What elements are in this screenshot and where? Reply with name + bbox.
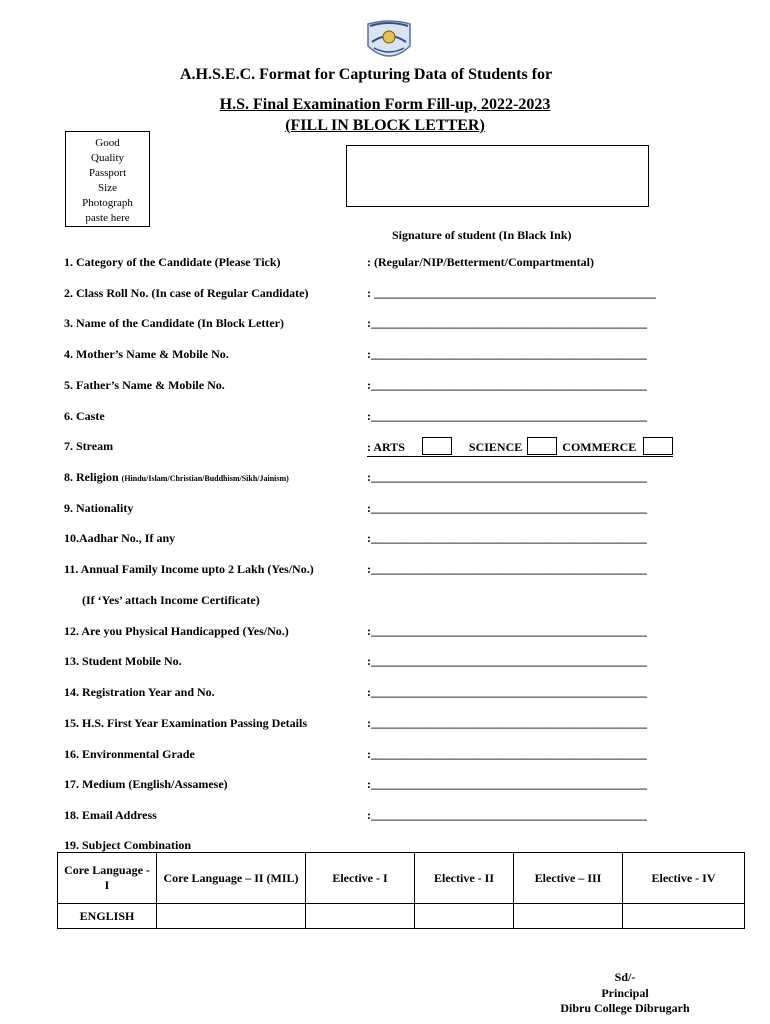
field-label: 1. Category of the Candidate (Please Tick) — [64, 255, 281, 269]
field-row-class-roll — [64, 286, 724, 304]
signature-label: Signature of student (In Black Ink) — [392, 228, 572, 242]
field-row-mobile — [64, 654, 724, 672]
table-header-cell: Elective – III — [514, 853, 623, 904]
field-label: 6. Caste — [64, 409, 105, 423]
photo-box[interactable] — [65, 131, 150, 227]
field-value[interactable]: : (Regular/NIP/Betterment/Compartmental) — [367, 255, 594, 269]
field-row-email — [64, 808, 724, 826]
stream-science-checkbox[interactable] — [527, 437, 557, 455]
footer-role: Principal — [601, 986, 649, 1000]
stream-commerce-checkbox[interactable] — [643, 437, 673, 455]
field-label: 3. Name of the Candidate (In Block Letter) — [64, 316, 284, 330]
field-value[interactable]: :______________________________________________ — [367, 470, 647, 484]
field-row-environmental — [64, 747, 724, 765]
field-row-income-note — [82, 593, 742, 611]
field-value[interactable]: :______________________________________________ — [367, 316, 647, 330]
field-label: 18. Email Address — [64, 808, 157, 822]
field-label: 12. Are you Physical Handicapped (Yes/No.) — [64, 624, 289, 638]
table-header-cell: Core Language - I — [58, 853, 157, 904]
table-header-cell: Elective - II — [415, 853, 514, 904]
form-title-line2: H.S. Final Examination Form Fill-up, 2022-2023 — [219, 96, 551, 113]
field-label: 5. Father’s Name & Mobile No. — [64, 378, 225, 392]
field-label: 10.Aadhar No., If any — [64, 531, 176, 545]
field-row-caste — [64, 409, 724, 427]
form-title-line3: (FILL IN BLOCK LETTER) — [285, 117, 485, 134]
stream-arts-label: : ARTS — [367, 440, 405, 454]
field-value[interactable]: :______________________________________________ — [367, 347, 647, 361]
field-row-nationality — [64, 501, 724, 519]
field-row-handicapped — [64, 624, 724, 642]
photo-box-line: Passport — [88, 167, 127, 179]
field-row-medium — [64, 777, 724, 795]
field-label: 16. Environmental Grade — [64, 747, 195, 761]
field-row-category — [64, 255, 724, 273]
field-value[interactable]: :______________________________________________ — [367, 716, 647, 730]
table-header-cell: Elective - IV — [623, 853, 745, 904]
photo-box-line: Size — [98, 182, 117, 194]
stream-options — [367, 437, 673, 457]
field-value[interactable]: :______________________________________________ — [367, 747, 647, 761]
field-value[interactable]: : _______________________________________________ — [367, 286, 656, 300]
table-header-cell: Elective - I — [306, 853, 415, 904]
field-row-first-year — [64, 716, 724, 734]
field-label: 4. Mother’s Name & Mobile No. — [64, 347, 229, 361]
field-value[interactable]: :______________________________________________ — [367, 777, 647, 791]
field-value[interactable]: :______________________________________________ — [367, 409, 647, 423]
field-label: (If ‘Yes’ attach Income Certificate) — [82, 593, 260, 607]
table-cell[interactable] — [306, 904, 415, 929]
field-row-aadhar — [64, 531, 724, 549]
field-row-mother — [64, 347, 724, 365]
college-logo — [360, 20, 418, 64]
field-label: 17. Medium (English/Assamese) — [64, 777, 228, 791]
field-label: 2. Class Roll No. (In case of Regular Candidate) — [64, 286, 309, 300]
table-row — [58, 904, 745, 929]
photo-box-line: Quality — [91, 152, 124, 164]
table-cell[interactable] — [623, 904, 745, 929]
field-value[interactable]: :______________________________________________ — [367, 624, 647, 638]
field-label — [64, 470, 289, 485]
table-header-cell: Core Language – II (MIL) — [157, 853, 306, 904]
subject-table-header — [58, 853, 745, 904]
field-label: 19. Subject Combination — [64, 838, 192, 852]
subject-table — [57, 852, 745, 929]
field-row-father — [64, 378, 724, 396]
stream-commerce-label: COMMERCE — [562, 440, 637, 454]
signature-box[interactable] — [346, 145, 649, 207]
field-value[interactable]: :______________________________________________ — [367, 378, 647, 392]
field-row-registration — [64, 685, 724, 703]
field-row-religion — [64, 470, 724, 488]
table-cell: ENGLISH — [58, 904, 157, 929]
stream-science-label: SCIENCE — [468, 440, 523, 454]
photo-box-line: Good — [95, 137, 120, 149]
footer-institution: Dibru College Dibrugarh — [560, 1001, 690, 1015]
field-value[interactable]: :______________________________________________ — [367, 685, 647, 699]
field-label: 14. Registration Year and No. — [64, 685, 215, 699]
field-label: 9. Nationality — [64, 501, 134, 515]
table-cell[interactable] — [415, 904, 514, 929]
stream-arts-checkbox[interactable] — [422, 437, 452, 455]
field-row-stream — [64, 437, 724, 455]
religion-label: 8. Religion — [64, 470, 119, 484]
field-value[interactable]: :______________________________________________ — [367, 808, 647, 822]
footer-sd: Sd/- — [614, 970, 636, 984]
form-title-line1: A.H.S.E.C. Format for Capturing Data of Students for — [180, 66, 553, 83]
field-label: 13. Student Mobile No. — [64, 654, 182, 668]
field-value[interactable]: :______________________________________________ — [367, 501, 647, 515]
field-label: 15. H.S. First Year Examination Passing Details — [64, 716, 308, 730]
field-label: 11. Annual Family Income upto 2 Lakh (Yes/No.) — [64, 562, 314, 576]
field-value[interactable]: :______________________________________________ — [367, 531, 647, 545]
religion-options: (Hindu/Islam/Christian/Buddhism/Sikh/Jainism) — [121, 474, 289, 483]
photo-box-line: Photograph — [82, 197, 133, 209]
table-cell[interactable] — [157, 904, 306, 929]
photo-box-line: paste here — [85, 212, 130, 224]
field-row-name — [64, 316, 724, 334]
field-label: 7. Stream — [64, 439, 114, 453]
table-cell[interactable] — [514, 904, 623, 929]
field-value[interactable]: :______________________________________________ — [367, 562, 647, 576]
field-row-income — [64, 562, 724, 580]
field-value[interactable]: :______________________________________________ — [367, 654, 647, 668]
